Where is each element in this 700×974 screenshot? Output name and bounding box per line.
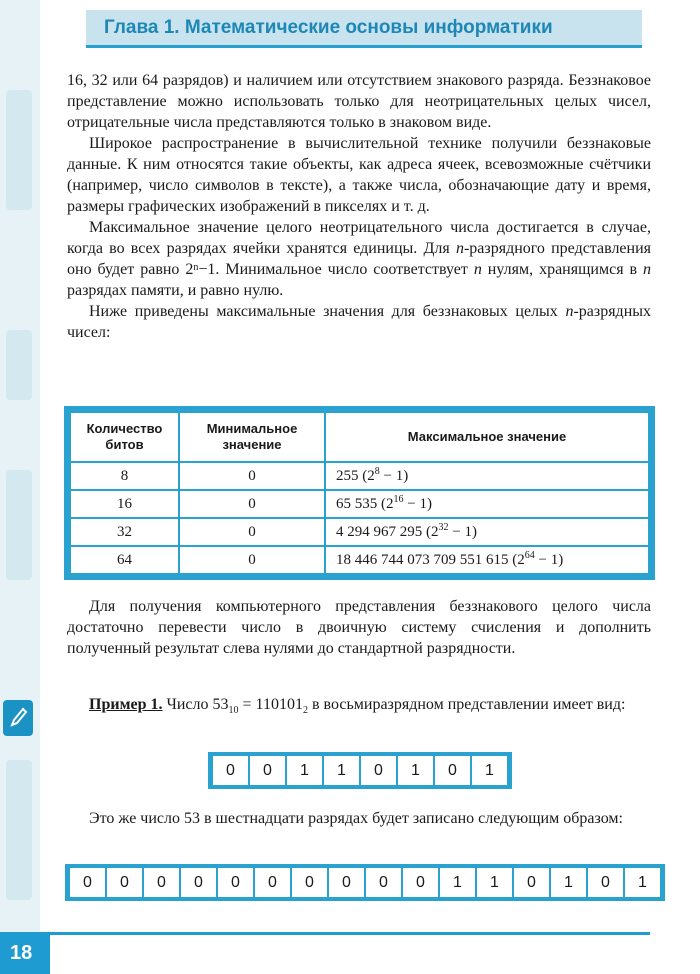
bit-cell: 1 [551, 868, 586, 897]
body-text-bottom [67, 808, 651, 829]
max-values-table-frame [64, 406, 655, 580]
bit-cell: 1 [287, 756, 322, 785]
cell-max: 18 446 744 073 709 551 615 $(2^{64} - 1)$ [325, 546, 649, 574]
sidebar-stripe [6, 470, 32, 580]
bit-cell: 0 [107, 868, 142, 897]
bit-cell: 1 [477, 868, 512, 897]
paragraph-1: 16, 32 или 64 разрядов) и наличием или отсутствием знакового разряда. Беззнаковое представление можно использовать только для неотрицательных целых чисел, отрицательные числа представляются только в знаковом виде. [67, 72, 651, 131]
sidebar-decoration [0, 0, 40, 974]
bit-cell: 0 [181, 868, 216, 897]
bit-cell: 0 [435, 756, 470, 785]
pencil-icon [3, 700, 33, 736]
bit-cell: 1 [625, 868, 660, 897]
max-values-table [69, 411, 650, 575]
bit-cell: 0 [70, 868, 105, 897]
sidebar-stripe [6, 90, 32, 210]
sidebar-stripe [6, 760, 32, 900]
bit-cell: 0 [514, 868, 549, 897]
bit-cell: 0 [144, 868, 179, 897]
cell-max: 4 294 967 295 $(2^{32} - 1)$ [325, 518, 649, 546]
cell-min: 0 [179, 462, 325, 490]
header-bits: Количество битов [70, 412, 179, 462]
page-number: 18 [0, 932, 50, 974]
footer-rule [50, 932, 650, 935]
header-min: Минимальное значение [179, 412, 325, 462]
bit-cell: 0 [250, 756, 285, 785]
table-header-row [70, 412, 649, 462]
bit-cell: 0 [403, 868, 438, 897]
cell-min: 0 [179, 518, 325, 546]
bit-cell: 0 [218, 868, 253, 897]
bits-16-register [65, 864, 665, 901]
cell-bits: 64 [70, 546, 179, 574]
cell-max: 255 $(2^8 - 1)$ [325, 462, 649, 490]
paragraph-2: Широкое распространение в вычислительной технике получили беззнаковые данные. К ним относятся такие объекты, как адреса ячеек, всевозможные счётчики (например, число символов в тексте), а также числа, обозначающие дату и время, размеры графических изображений в пикселях и т. д. [67, 135, 651, 215]
bit-cell: 0 [361, 756, 396, 785]
cell-min: 0 [179, 490, 325, 518]
bit-cell: 1 [472, 756, 507, 785]
example-block [67, 694, 651, 721]
bits-8-register [208, 752, 512, 789]
cell-bits: 16 [70, 490, 179, 518]
chapter-title: Глава 1. Математические основы информатики [104, 17, 553, 38]
cell-max: 65 535 $(2^{16} - 1)$ [325, 490, 649, 518]
paragraph-6: Это же число 53 в шестнадцати разрядах будет записано следующим образом: [89, 810, 623, 827]
bit-cell: 0 [366, 868, 401, 897]
bit-cell: 0 [255, 868, 290, 897]
table-row [70, 490, 649, 518]
sidebar-stripe [6, 330, 32, 400]
bit-cell: 0 [588, 868, 623, 897]
table-row [70, 546, 649, 574]
example-label: Пример 1. [89, 696, 163, 713]
bit-cell: 1 [440, 868, 475, 897]
chapter-header [86, 10, 642, 48]
header-max: Максимальное значение [325, 412, 649, 462]
paragraph-3: Максимальное значение целого неотрицательного числа достигается в случае, когда во всех разрядах ячейки хранятся единицы. Для n-разрядного представления оно будет равно $2^n-1$. Минимальное число соответствует n нулям, хранящимся в n разрядах памяти, и равно нулю. [67, 219, 652, 299]
table-row [70, 518, 649, 546]
paragraph-5: Для получения компьютерного представления беззнакового целого числа достаточно перевести число в двоичную систему счисления и дополнить полученный результат слева нулями до стандартной разрядности. [67, 598, 651, 657]
body-text-top [67, 70, 651, 343]
paragraph-4: Ниже приведены максимальные значения для беззнаковых целых n-разрядных чисел: [67, 303, 651, 341]
cell-bits: 8 [70, 462, 179, 490]
cell-bits: 32 [70, 518, 179, 546]
bit-cell: 0 [329, 868, 364, 897]
bit-cell: 1 [324, 756, 359, 785]
example-text: Пример 1. Число $53_{10} = 110101_2$ в восьмиразрядном представлении имеет вид: [89, 696, 626, 717]
table-row [70, 462, 649, 490]
body-text-middle [67, 596, 651, 659]
bit-cell: 0 [213, 756, 248, 785]
cell-min: 0 [179, 546, 325, 574]
bit-cell: 1 [398, 756, 433, 785]
bit-cell: 0 [292, 868, 327, 897]
